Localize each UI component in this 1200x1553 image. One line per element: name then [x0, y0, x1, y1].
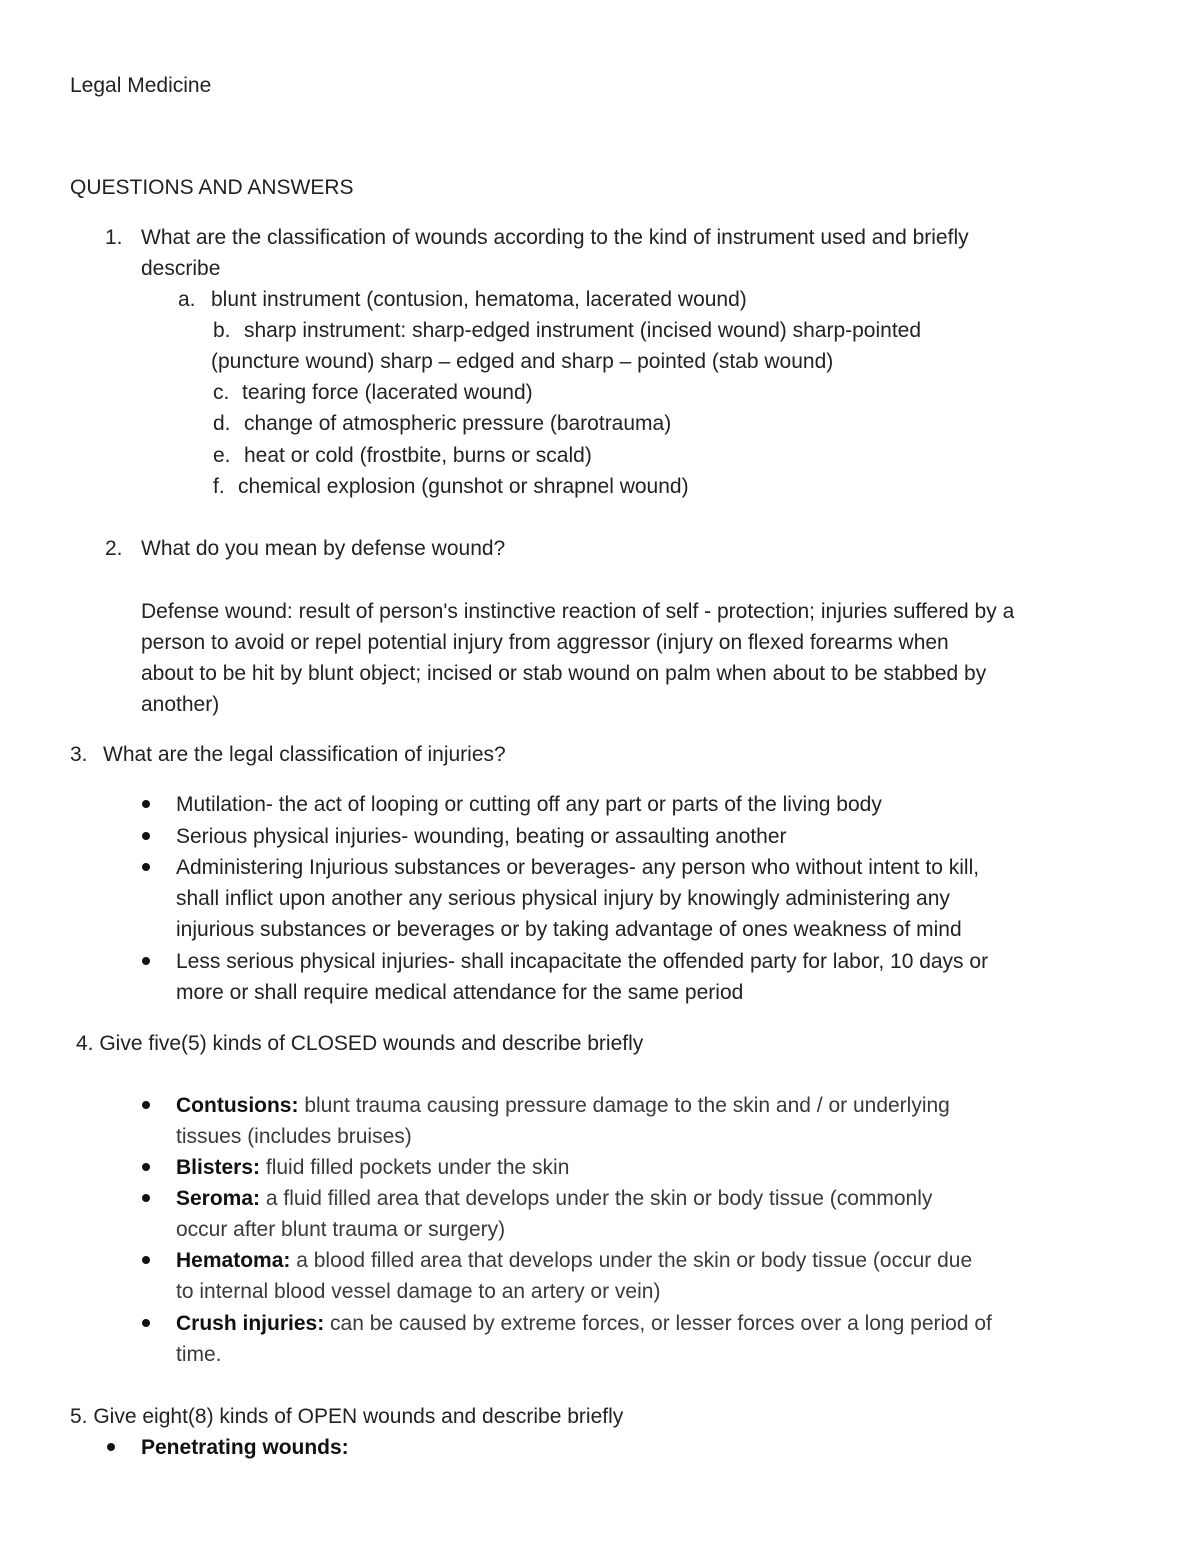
list-item: chemical explosion (gunshot or shrapnel wound)	[238, 475, 689, 498]
bullet-item-continued: shall inflict upon another any serious physical injury by knowingly administering any	[176, 887, 950, 910]
bullet-item	[176, 1183, 932, 1214]
bullet-dot	[142, 1256, 150, 1264]
question-text: 4. Give five(5) kinds of CLOSED wounds and describe briefly	[76, 1032, 644, 1055]
term-description: a fluid filled area that develops under the skin or body tissue (commonly	[260, 1187, 933, 1210]
question-text: 5. Give eight(8) kinds of OPEN wounds and describe briefly	[70, 1405, 624, 1428]
question-number: 3.	[70, 743, 88, 766]
term-label: Seroma:	[176, 1187, 261, 1210]
bullet-item-continued: tissues (includes bruises)	[176, 1125, 412, 1148]
question-text-continued: describe	[141, 257, 221, 280]
list-marker: b.	[213, 319, 231, 342]
bullet-item-continued: to internal blood vessel damage to an artery or vein)	[176, 1280, 661, 1303]
term-label: Contusions:	[176, 1094, 299, 1117]
bullet-item-continued: more or shall require medical attendance for the same period	[176, 981, 744, 1004]
list-marker: a.	[178, 288, 196, 311]
question-text: What do you mean by defense wound?	[141, 537, 506, 560]
bullet-item: Mutilation- the act of looping or cutting off any part or parts of the living body	[176, 793, 882, 816]
list-item: blunt instrument (contusion, hematoma, lacerated wound)	[211, 288, 747, 311]
list-marker: f.	[213, 475, 225, 498]
term-label: Penetrating wounds:	[141, 1436, 349, 1459]
bullet-dot	[142, 800, 150, 808]
list-item: heat or cold (frostbite, burns or scald)	[244, 444, 592, 467]
list-marker: e.	[213, 444, 231, 467]
answer-text: person to avoid or repel potential injury from aggressor (injury on flexed forearms when	[141, 631, 949, 654]
bullet-dot	[142, 1194, 150, 1202]
list-marker: c.	[213, 381, 230, 404]
term-label: Blisters:	[176, 1156, 261, 1179]
list-item: sharp instrument: sharp-edged instrument (incised wound) sharp-pointed	[244, 319, 922, 342]
list-item: tearing force (lacerated wound)	[242, 381, 533, 404]
bullet-item	[141, 1432, 349, 1463]
list-item-continued: (puncture wound) sharp – edged and sharp – pointed (stab wound)	[211, 350, 834, 373]
bullet-item: Less serious physical injuries- shall incapacitate the offended party for labor, 10 days or	[176, 950, 989, 973]
bullet-item	[176, 1090, 950, 1121]
bullet-item: Administering Injurious substances or beverages- any person who without intent to kill,	[176, 856, 980, 879]
bullet-dot	[142, 863, 150, 871]
bullet-item	[176, 1152, 569, 1183]
question-number: 2.	[105, 537, 123, 560]
bullet-dot	[142, 957, 150, 965]
bullet-dot	[142, 1163, 150, 1171]
section-heading: QUESTIONS AND ANSWERS	[70, 176, 354, 199]
bullet-dot	[142, 1101, 150, 1109]
question-number: 1.	[105, 226, 123, 249]
question-text: What are the legal classification of injuries?	[103, 743, 506, 766]
answer-text: about to be hit by blunt object; incised or stab wound on palm when about to be stabbed by	[141, 662, 987, 685]
term-description: a blood filled area that develops under the skin or body tissue (occur due	[290, 1249, 973, 1272]
question-text: What are the classification of wounds according to the kind of instrument used and briefly	[141, 226, 969, 249]
term-description: blunt trauma causing pressure damage to the skin and / or underlying	[298, 1094, 950, 1117]
answer-text: another)	[141, 693, 220, 716]
term-label: Crush injuries:	[176, 1312, 325, 1335]
term-label: Hematoma:	[176, 1249, 291, 1272]
list-item: change of atmospheric pressure (barotrauma)	[244, 412, 672, 435]
bullet-item-continued: time.	[176, 1343, 222, 1366]
term-description: fluid filled pockets under the skin	[260, 1156, 570, 1179]
document-title: Legal Medicine	[70, 74, 212, 97]
bullet-dot	[142, 832, 150, 840]
answer-text: Defense wound: result of person's instinctive reaction of self - protection; injuries suffered by a	[141, 600, 1015, 623]
bullet-item-continued: occur after blunt trauma or surgery)	[176, 1218, 506, 1241]
bullet-item	[176, 1245, 972, 1276]
bullet-item	[176, 1308, 992, 1339]
list-marker: d.	[213, 412, 231, 435]
bullet-dot	[107, 1443, 115, 1451]
term-description: can be caused by extreme forces, or lesser forces over a long period of	[324, 1312, 992, 1335]
bullet-item-continued: injurious substances or beverages or by taking advantage of ones weakness of mind	[176, 918, 962, 941]
bullet-dot	[142, 1319, 150, 1327]
bullet-item: Serious physical injuries- wounding, beating or assaulting another	[176, 825, 787, 848]
